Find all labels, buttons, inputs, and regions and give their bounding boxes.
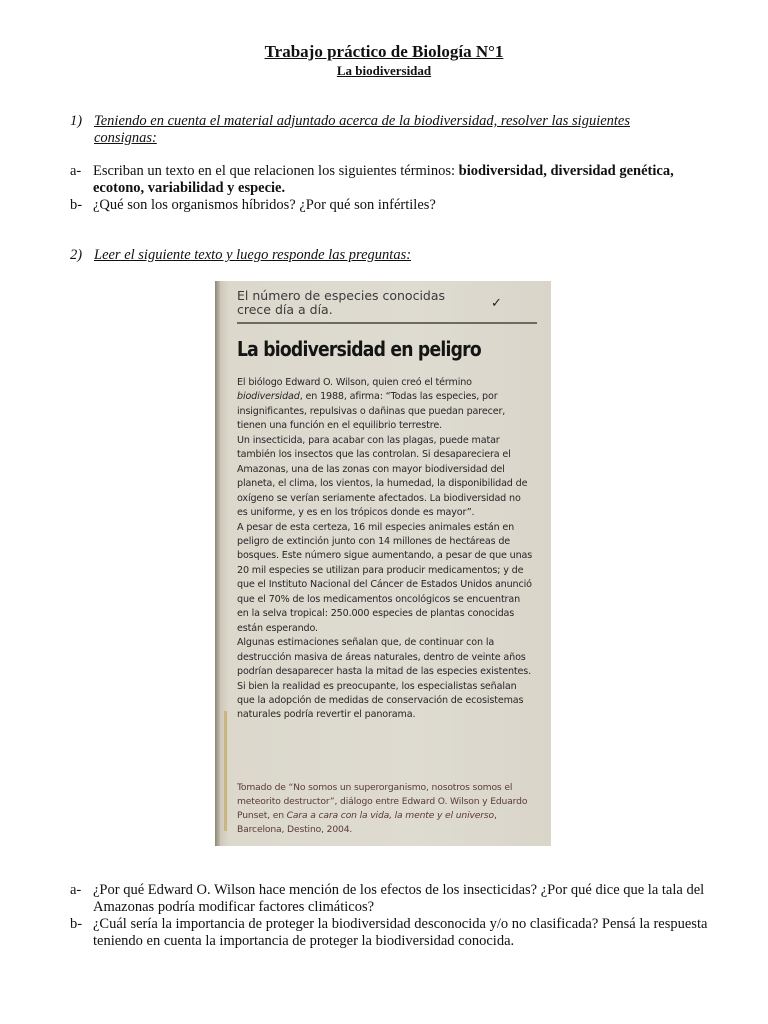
excerpt-top-caption-line2: crece día a día.: [237, 302, 333, 317]
excerpt-paragraph-5: Si bien la realidad es preocupante, los especialistas señalan que la adopción de medidas de conservación de ecosistemas naturales podría revertir el panorama.: [237, 680, 524, 721]
question-2b-text: ¿Cuál sería la importancia de proteger la biodiversidad desconocida y/o no clasificada? Pensá la respuesta teniendo en cuenta la importancia de proteger la biodiversidad conocida.: [93, 916, 708, 949]
question-2a: [70, 882, 720, 916]
question-1a-text: [93, 163, 720, 197]
question-1b-text: ¿Qué son los organismos híbridos? ¿Por qué son infértiles?: [93, 197, 436, 213]
photo-page-edge: [215, 281, 220, 846]
excerpt-p1-italic-term: biodiversidad: [237, 391, 300, 403]
question-2a-text: ¿Por qué Edward O. Wilson hace mención de los efectos de los insecticidas? ¿Por qué dice que la tala del Amazonas podría modificar factores climáticos?: [93, 882, 705, 915]
excerpt-source: [237, 781, 537, 837]
question-1-heading-line2: consignas:: [94, 130, 157, 146]
excerpt-article: [237, 376, 533, 723]
question-2-heading: [70, 247, 710, 264]
excerpt-source-end: , Barcelona, Destino, 2004.: [237, 810, 497, 835]
question-1a: [70, 163, 720, 197]
excerpt-paragraph-3: A pesar de esta certeza, 16 mil especies animales están en peligro de extinción junto con 14 millones de hectáreas de bosques. Este número sigue aumentando, a pesar de que unas 20 mil especies se utilizan para producir medicamentos; y de que el Instituto Nacional del Cáncer de Estados Unidos anunció que el 70% de los medicamentos oncológicos se encuentran en la selva tropical: 250.000 especies de plantas conocidas están esperando.: [237, 521, 533, 634]
question-2-number: 2): [70, 247, 83, 263]
excerpt-paragraph-1: [237, 376, 533, 434]
excerpt-source-start: Tomado de “No somos un superorganismo, nosotros somos el meteorito destructor”, diálogo entre Edward O. Wilson y Eduardo Punset, en: [237, 782, 528, 821]
question-2b: [70, 916, 720, 950]
question-1a-bold-terms: biodiversidad, diversidad genética, ecotono, variabilidad y especie.: [93, 163, 674, 196]
question-2b-letter: b-: [70, 916, 83, 932]
textbook-excerpt-photo: [215, 281, 551, 846]
excerpt-source-book-title: Cara a cara con la vida, la mente y el universo: [286, 810, 495, 821]
question-1b-letter: b-: [70, 197, 83, 213]
excerpt-paragraph-2: Un insecticida, para acabar con las plagas, puede matar también los insectos que las controlan. Si desapareciera el Amazonas, una de las zonas con mayor biodiversidad del planeta, el clima, los vientos, la humedad, la disponibilidad de oxígeno se verían seriamente afectados. La biodiversidad no es uniforme, y es en los trópicos donde es mayor”.: [237, 434, 528, 519]
question-2-heading-text: Leer el siguiente texto y luego responde las preguntas:: [94, 247, 412, 263]
document-title: Trabajo práctico de Biología N°1: [264, 42, 504, 61]
question-1a-plain: Escriban un texto en el que relacionen los siguientes términos:: [93, 163, 459, 179]
question-1-heading-line1: Teniendo en cuenta el material adjuntado acerca de la biodiversidad, resolver las siguientes: [94, 113, 631, 129]
document-subtitle: La biodiversidad: [336, 63, 432, 78]
question-1-number: 1): [70, 113, 83, 129]
question-1a-letter: a-: [70, 163, 82, 179]
excerpt-headline: La biodiversidad en peligro: [237, 337, 481, 361]
question-2a-letter: a-: [70, 882, 82, 898]
source-accent-bar: [224, 711, 227, 831]
excerpt-p1-start: El biólogo Edward O. Wilson, quien creó el término: [237, 377, 472, 388]
excerpt-top-caption-line1: El número de especies conocidas: [237, 288, 446, 303]
question-1-heading: [70, 113, 710, 147]
excerpt-paragraph-4: Algunas estimaciones señalan que, de continuar con la destrucción masiva de áreas naturales, dentro de veinte años podrían desaparecer hasta la mitad de las especies existentes.: [237, 637, 531, 678]
checkmark-icon: ✓: [491, 296, 502, 311]
question-1b: [70, 197, 720, 214]
excerpt-divider: [237, 322, 537, 324]
excerpt-p1-end: , en 1988, afirma: “Todas las especies, por insignificantes, repulsivas o dañinas que puedan parecer, tienen una función en el equilibrio terrestre.: [237, 391, 506, 432]
